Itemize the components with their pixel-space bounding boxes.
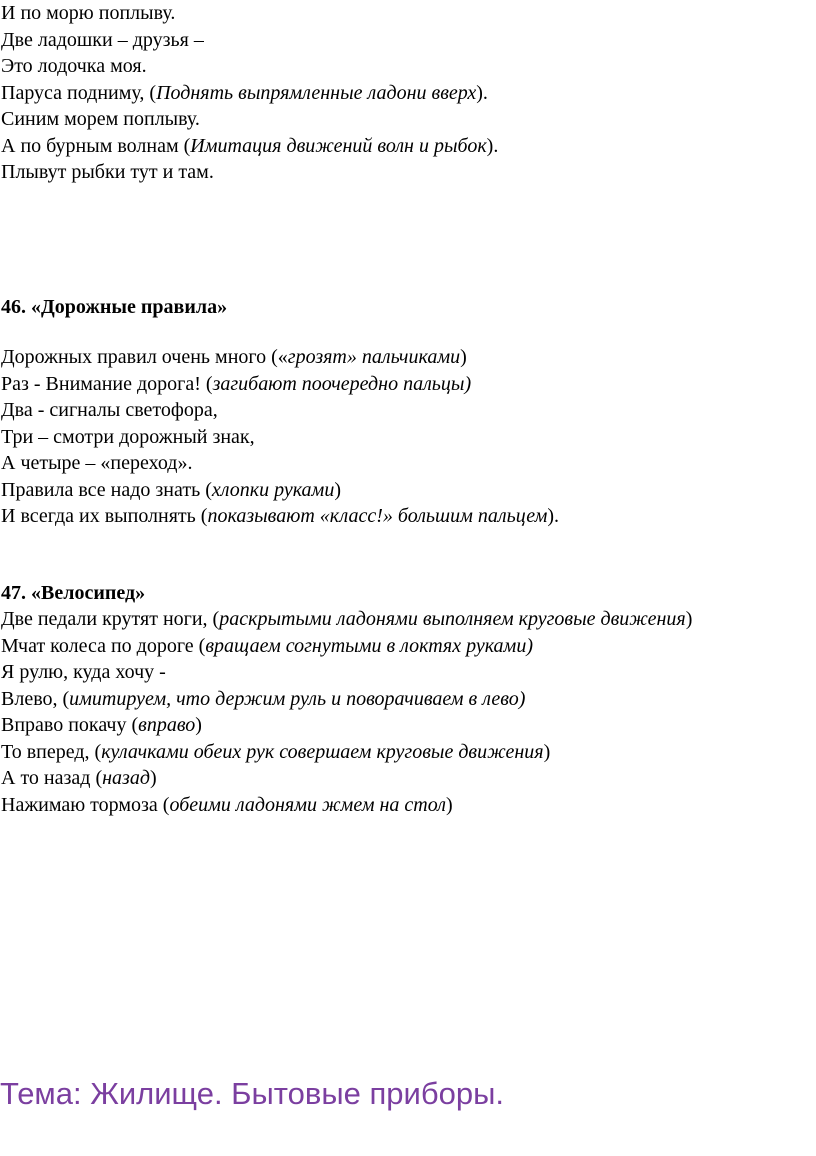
section-47-line [1,686,525,712]
verse-text: ) [334,478,341,501]
section-46-heading: 46. «Дорожные правила» [1,296,228,318]
verse-text: А четыре – «переход». [1,452,193,474]
section-46-line [1,424,255,450]
verse-text: И по морю поплыву. [1,2,176,24]
instruction-text: назад [102,767,150,789]
verse-text: Мчат колеса по дороге ( [1,634,206,657]
instruction-text: вправо [138,714,196,736]
section-47-line [1,633,533,659]
verse-text: Правила все надо знать ( [1,478,212,501]
instruction-text: вращаем согнутыми в локтях руками) [205,634,533,657]
section-46-line [1,371,471,397]
verse-text: ). [547,505,560,527]
verse-text: ). [476,81,488,104]
instruction-text: показывают «класс!» большим пальцем [207,505,548,527]
poem-boat-line [1,80,488,106]
verse-text: Нажимаю тормоза ( [1,793,170,816]
verse-text: А по бурным волнам ( [1,134,191,157]
section-47-line [1,659,166,685]
poem-boat-line [1,53,147,79]
verse-text: Дорожных правил очень много (« [1,346,288,368]
poem-boat-line [1,159,214,185]
instruction-text: имитируем, что держим руль и поворачиваем в лево) [69,687,526,710]
verse-text: Я рулю, куда хочу - [1,661,166,683]
verse-text: ) [445,793,453,816]
verse-text: Синим морем поплыву. [1,108,200,130]
section-47-line [1,792,453,818]
verse-text: Вправо покачу ( [1,714,139,736]
section-46-line [1,503,559,529]
instruction-text: хлопки руками [211,478,335,501]
verse-text: ) [195,714,202,736]
verse-text: То вперед, ( [1,740,102,763]
instruction-text: раскрытыми ладонями выполняем круговые движения [219,608,686,630]
instruction-text: загибают поочередно пальцы) [212,372,472,395]
verse-text: Паруса подниму, ( [1,81,157,104]
section-46-line [1,397,218,423]
verse-text: Влево, ( [1,687,70,710]
instruction-text: Поднять выпрямленные ладони вверх [156,81,477,104]
topic-heading: Тема: Жилище. Бытовые приборы. [0,1076,504,1111]
verse-text: Три – смотри дорожный знак, [1,425,255,448]
verse-text: ) [543,740,551,763]
section-47-line [1,606,692,632]
section-47-line [1,712,202,738]
poem-boat-line [1,133,498,159]
section-47-line [1,765,157,791]
instruction-text: Имитация движений волн и рыбок [190,134,487,157]
instruction-text: грозят» пальчиками [287,346,461,368]
verse-text: Плывут рыбки тут и там. [1,161,214,183]
verse-text: Это лодочка моя. [1,55,147,77]
section-46-line [1,477,341,503]
verse-text: Два - сигналы светофора, [1,399,218,421]
section-47-heading: 47. «Велосипед» [1,582,146,604]
poem-boat-line [1,106,200,132]
verse-text: А то назад ( [1,767,103,789]
verse-text: Две ладошки – друзья – [1,28,204,51]
verse-text: ) [685,608,693,630]
verse-text: ). [486,134,499,157]
verse-text: Раз - Внимание дорога! ( [1,372,213,395]
poem-boat-line [1,27,204,53]
section-46-line [1,450,192,476]
poem-boat-line [1,0,175,26]
verse-text: ) [149,767,157,789]
verse-text: И всегда их выполнять ( [1,505,208,527]
instruction-text: обеими ладонями жмем на стол [169,793,446,816]
verse-text: Две педали крутят ноги, ( [1,608,220,630]
instruction-text: кулачками обеих рук совершаем круговые движения [101,740,544,763]
section-46-line [1,344,467,370]
verse-text: ) [460,346,467,368]
section-47-line [1,739,550,765]
